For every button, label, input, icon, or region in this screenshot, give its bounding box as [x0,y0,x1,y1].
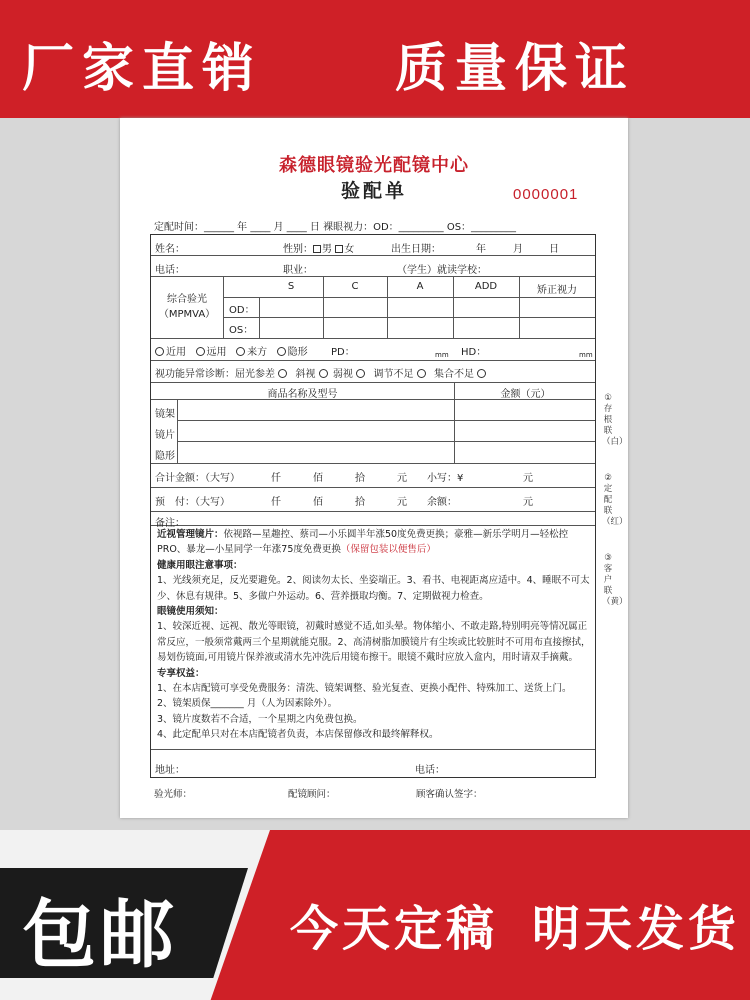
prepay-yuan: 元 [397,497,407,508]
usage-heading: 眼镜使用须知： [157,606,224,618]
phone2-label: 电话： [415,765,445,776]
health-heading: 健康用眼注意事项： [157,559,243,571]
rx-label: 综合验光 [167,294,207,305]
total-shi: 拾 [355,473,365,484]
hd-unit: mm [579,351,593,359]
banner-slogan-left: 厂家直销 [22,38,263,99]
female-checkbox[interactable] [335,245,343,253]
amount-header: 金额（元） [500,389,551,400]
rx-col-s: S [287,281,295,292]
balance-label: 余额： [427,497,457,508]
copy-stub: ①存根联（白） [602,393,628,447]
prepay-yuan2: 元 [523,497,533,508]
myopia-text: 依视路—星趣控、蔡司—小乐圆半年涨50度免费更换；豪雅—新乐学明月—轻松控PRO、暴龙—小星同学一年涨75度免费更换 [157,529,569,556]
prepay-shi: 拾 [355,497,365,508]
copy-customer: ③客户联（黄） [602,553,628,607]
custom-radio[interactable] [236,347,245,356]
dob-year: 年 [476,244,486,255]
optometrist-label: 验光师： [154,789,193,800]
prepay-label: 预 付：（大写） [155,497,230,508]
notes-block [157,527,593,743]
form-title: 验配单 [340,180,407,202]
dob-day: 日 [549,244,559,255]
total-yuan: 元 [397,473,407,484]
total-label: 合计金额：（大写） [155,473,240,484]
rx-sublabel: （MPMVA） [158,309,216,320]
dob-month: 月 [513,244,523,255]
rights-3: 3、镜片度数若不合适，一个星期之内免费包换。 [157,713,363,725]
prepay-qian: 仟 [271,497,281,508]
rights-1: 1、在本店配镜可享受免费服务：清洗、镜架调整、验光复查、更换小配件、特殊加工、送货上门。 [157,683,572,695]
contact-radio[interactable] [277,347,286,356]
rights-2: 2、镜架质保_______ 月（人为因素除外）。 [157,698,338,710]
job-label: 职业： [283,265,313,276]
bottom-slogan-right: 明天发货 [532,901,741,957]
rights-heading: 专享权益： [157,667,205,679]
strabismus-radio[interactable] [319,369,328,378]
customer-sign-label: 顾客确认签字： [416,789,483,800]
myopia-heading: 近视管理镜片： [157,529,224,540]
pd-unit: mm [435,351,449,359]
rights-4: 4、此定配单只对在本店配镜者负责，本店保留修改和最终解释权。 [157,729,439,741]
address-label: 地址： [155,765,185,776]
usage-text: 1、较深近视、远视、散光等眼镜，初戴时感觉不适,如头晕。物体缩小、不敢走路,特别明亮等情况属正常反应，一般须常戴两三个星期就能克服。2、高清树脂加膜镜片有尘埃或比较脏时不可用布直接擦拭，易划伤镜面,可用镜片保养液或清水先冲洗后用镜布擦干。眼镜不戴时应放入盒内，用时请双手摘戴。 [157,621,591,664]
free-shipping-badge: 包邮 [22,892,178,978]
rx-col-add: ADD [474,281,498,292]
aniso-radio[interactable] [278,369,287,378]
serial-number: 0000001 [513,186,579,203]
name-label: 姓名： [155,244,185,255]
near-radio[interactable] [155,347,164,356]
rx-od-label: OD： [229,305,255,316]
amblyopia-radio[interactable] [356,369,365,378]
total-yuan2: 元 [523,473,533,484]
far-radio[interactable] [196,347,205,356]
bottom-slogan-left: 今天定稿 [290,901,499,957]
goods-lens: 镜片 [155,430,175,441]
convergence-radio[interactable] [477,369,486,378]
order-form-paper [120,118,628,818]
remark-label: 备注： [155,518,185,529]
gender-label: 性别： 男 女 [283,244,355,255]
dob-label: 出生日期： [391,244,441,255]
goods-frame: 镜架 [155,409,175,420]
form-table [150,234,596,778]
banner-slogan-right: 质量保证 [395,38,636,99]
total-small-label: 小写：¥ [427,473,464,484]
rx-col-c: C [351,281,359,292]
pd-label: PD： [331,347,355,358]
goods-header: 商品名称及型号 [267,389,338,400]
bottom-slogan [290,890,750,959]
accommodation-radio[interactable] [417,369,426,378]
lens-use-options: 近用 远用 来方 隐形 [155,343,308,358]
rx-col-va: 矫正视力 [537,285,577,296]
date-vision-line: 定配时间：______ 年 ____ 月 ____ 日 裸眼视力：OD：_________ OS：_________ [154,222,517,233]
rx-os-label: OS： [229,325,254,336]
male-checkbox[interactable] [313,245,321,253]
rx-col-a: A [416,281,424,292]
goods-contact: 隐形 [155,451,175,462]
consultant-label: 配镜顾问： [288,789,336,800]
company-name: 森德眼镜验光配镜中心 [279,155,469,176]
phone-label: 电话： [155,265,185,276]
school-label: （学生）就读学校： [397,265,487,276]
health-text: 1、光线须充足，反光要避免。2、阅读勿太长、坐姿端正。3、看书、电视距离应适中。4、睡眠不可太少、休息有规律。5、多做户外运动。6、营养摄取均衡。7、定期做视力检查。 [157,575,590,602]
myopia-note: （保留包装以便售后） [340,544,436,556]
total-bai: 佰 [313,473,323,484]
prepay-bai: 佰 [313,497,323,508]
copy-fitting: ②定配联（红） [602,473,628,527]
hd-label: HD： [461,347,487,358]
total-qian: 仟 [271,473,281,484]
diagnosis-row: 视功能异常诊断：屈光参差 斜视 弱视 调节不足 集合不足 [155,365,488,380]
